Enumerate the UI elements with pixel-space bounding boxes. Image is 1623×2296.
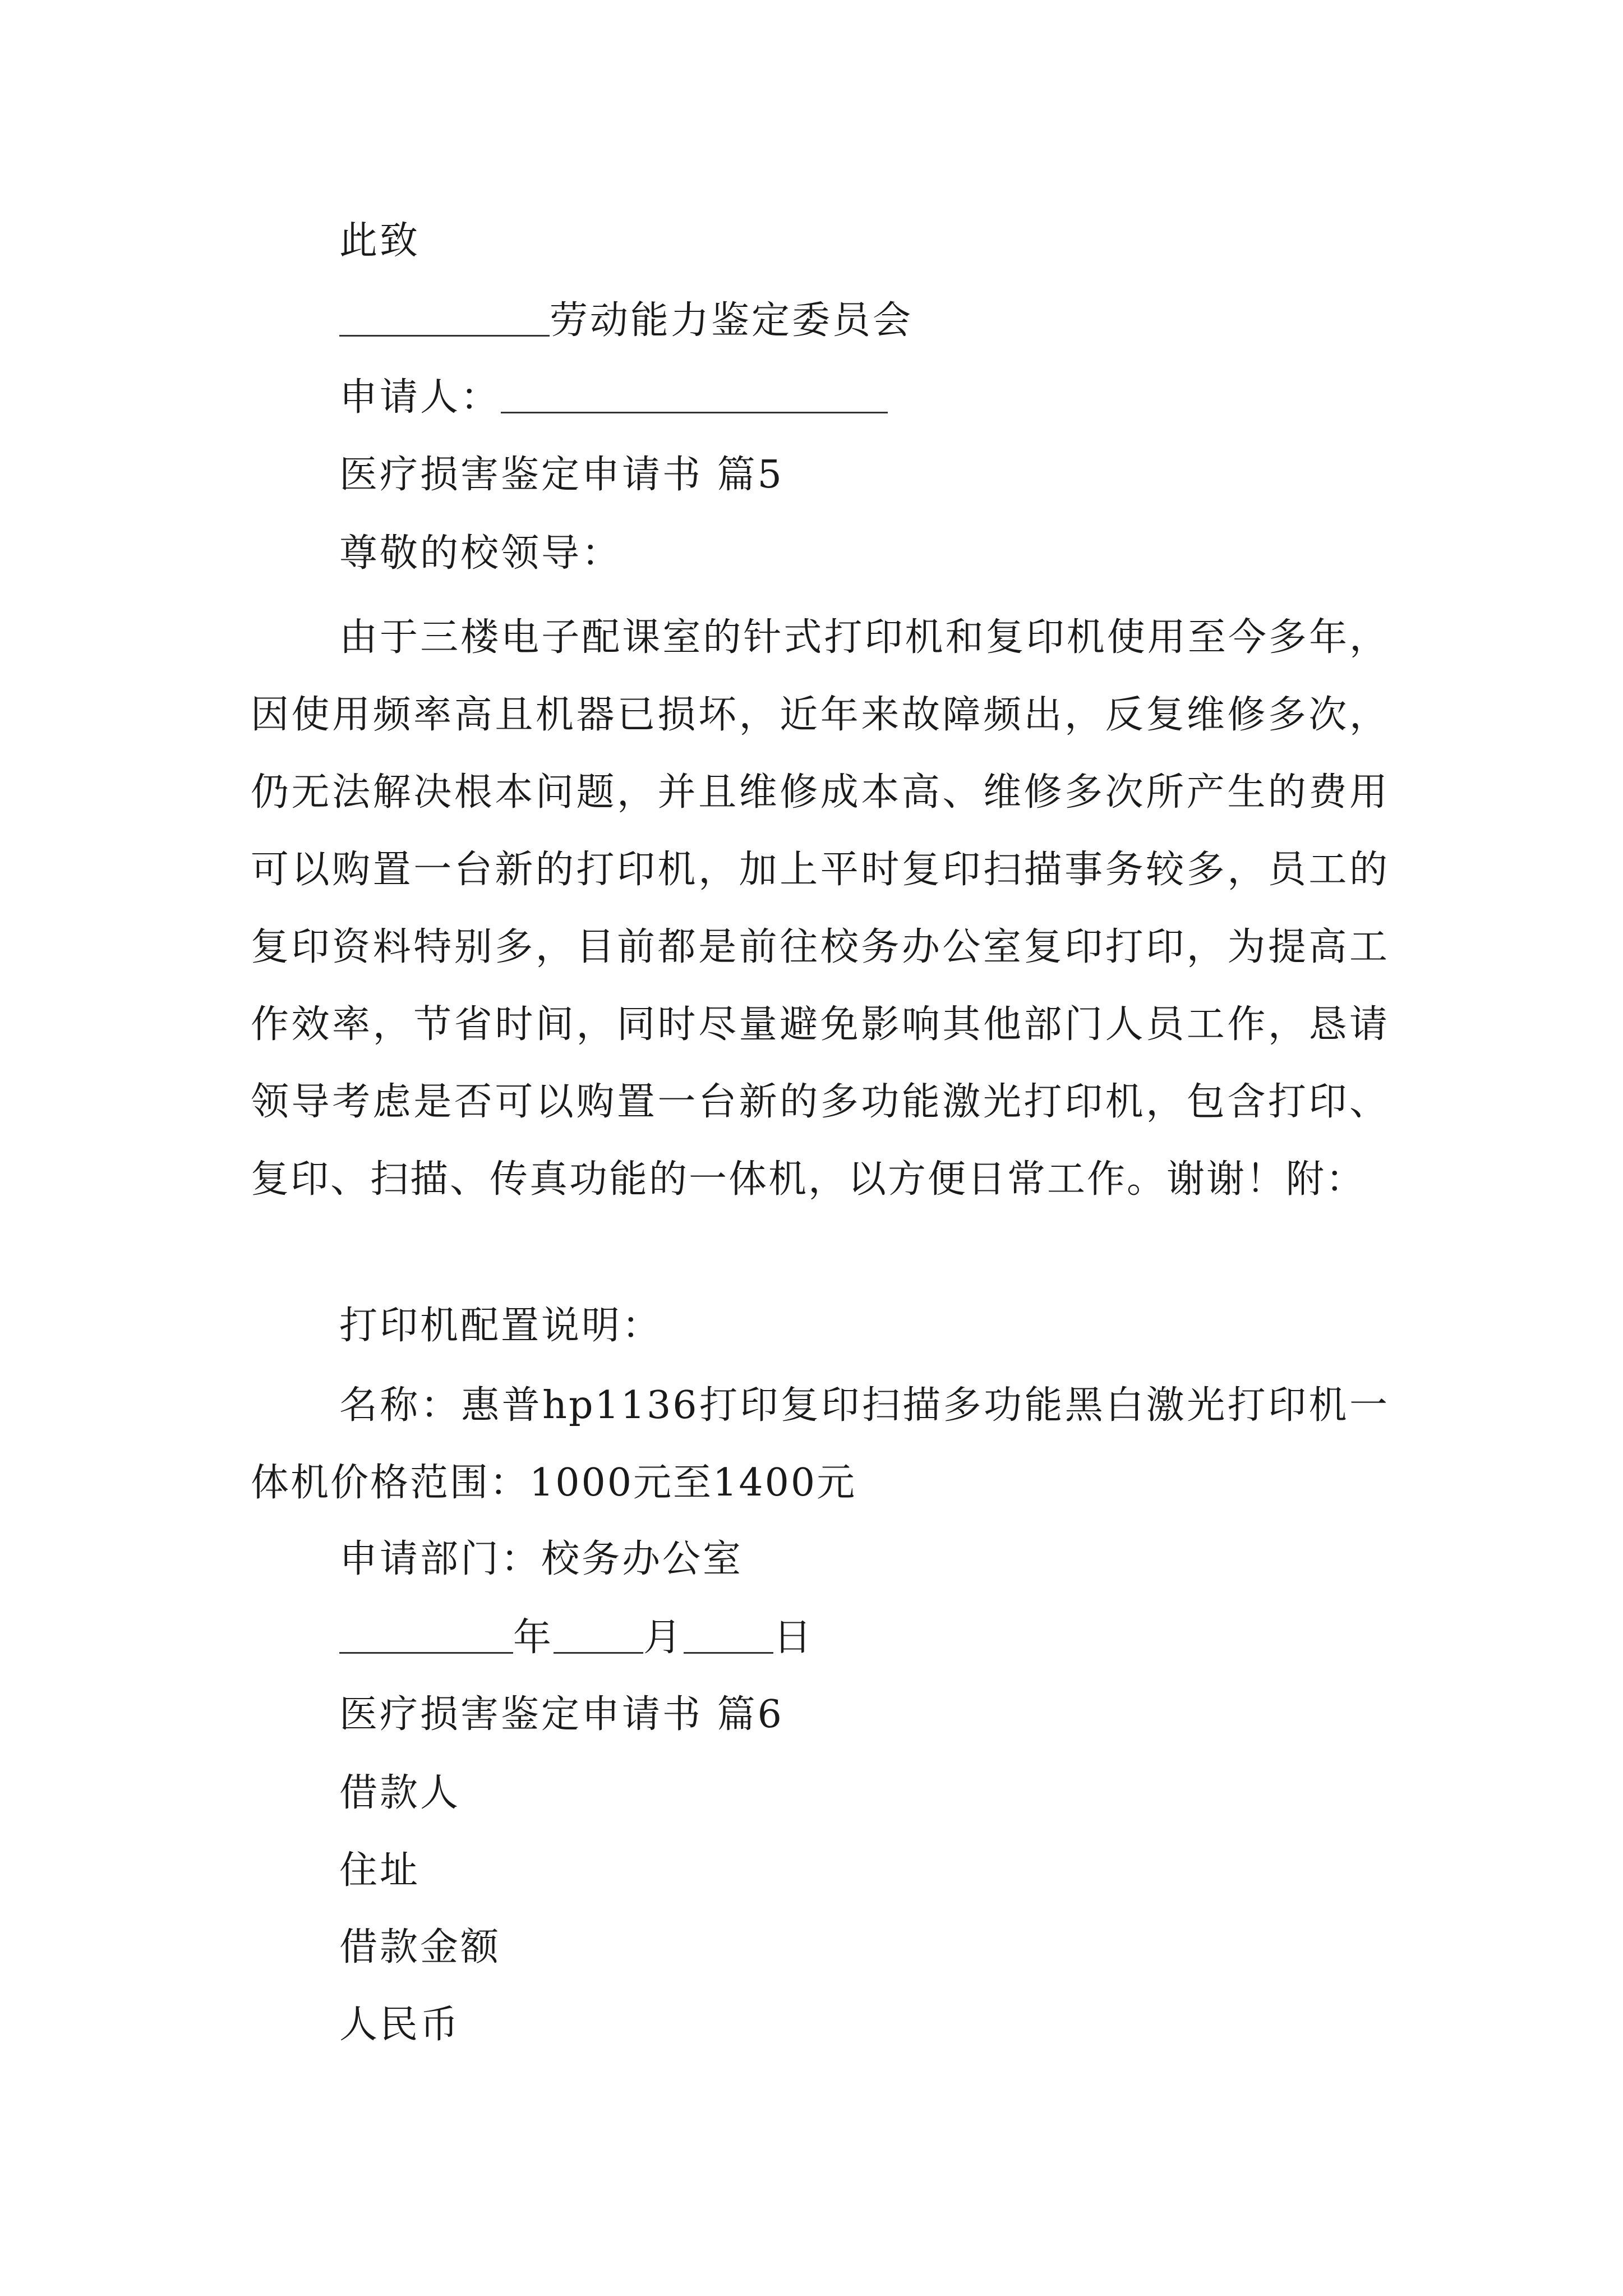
section5-title: 医疗损害鉴定申请书 篇5 (339, 453, 784, 497)
config-detail: 名称：惠普hp1136打印复印扫描多功能黑白激光打印机一体机价格范围：1000元至1400元 (251, 1383, 1389, 1505)
body-paragraph: 由于三楼电子配课室的针式打印机和复印机使用至今多年，因使用频率高且机器已损坏，近年来故障频出，反复维修多次，仍无法解决根本问题，并且维修成本高、维修多次所产生的费用可以购置一台新的打印机，加上平时复印扫描事务较多，员工的复印资料特别多，目前都是前往校务办公室复印打印，为提高工作效率，节省时间，同时尽量避免影响其他部门人员工作，恳请领导考虑是否可以购置一台新的多功能激光打印机，包含打印、复印、扫描、传真功能的一体机，以方便日常工作。谢谢！附： (251, 615, 1389, 1202)
month-blank (554, 1618, 643, 1654)
committee-name: 劳动能力鉴定委员会 (550, 298, 914, 343)
day-blank (684, 1618, 773, 1654)
currency-label: 人民币 (339, 2003, 461, 2047)
greeting: 尊敬的校领导： (339, 531, 623, 576)
applicant-line (339, 374, 888, 421)
address-label: 住址 (339, 1848, 421, 1893)
committee-blank (339, 301, 550, 337)
applicant-blank (501, 378, 888, 413)
year-blank (339, 1618, 513, 1654)
date-day: 日 (773, 1616, 814, 1660)
config-title: 打印机配置说明： (339, 1304, 663, 1348)
date-month: 月 (643, 1616, 684, 1660)
section6-title: 医疗损害鉴定申请书 篇6 (339, 1692, 784, 1737)
date-line (339, 1614, 814, 1662)
loan-amount-label: 借款金额 (339, 1925, 501, 1970)
date-year: 年 (513, 1616, 554, 1660)
applicant-label: 申请人： (339, 375, 501, 420)
committee-line (339, 297, 913, 344)
borrower-label: 借款人 (339, 1771, 461, 1815)
department-line: 申请部门：校务办公室 (339, 1537, 744, 1581)
salutation-close: 此致 (339, 219, 421, 263)
